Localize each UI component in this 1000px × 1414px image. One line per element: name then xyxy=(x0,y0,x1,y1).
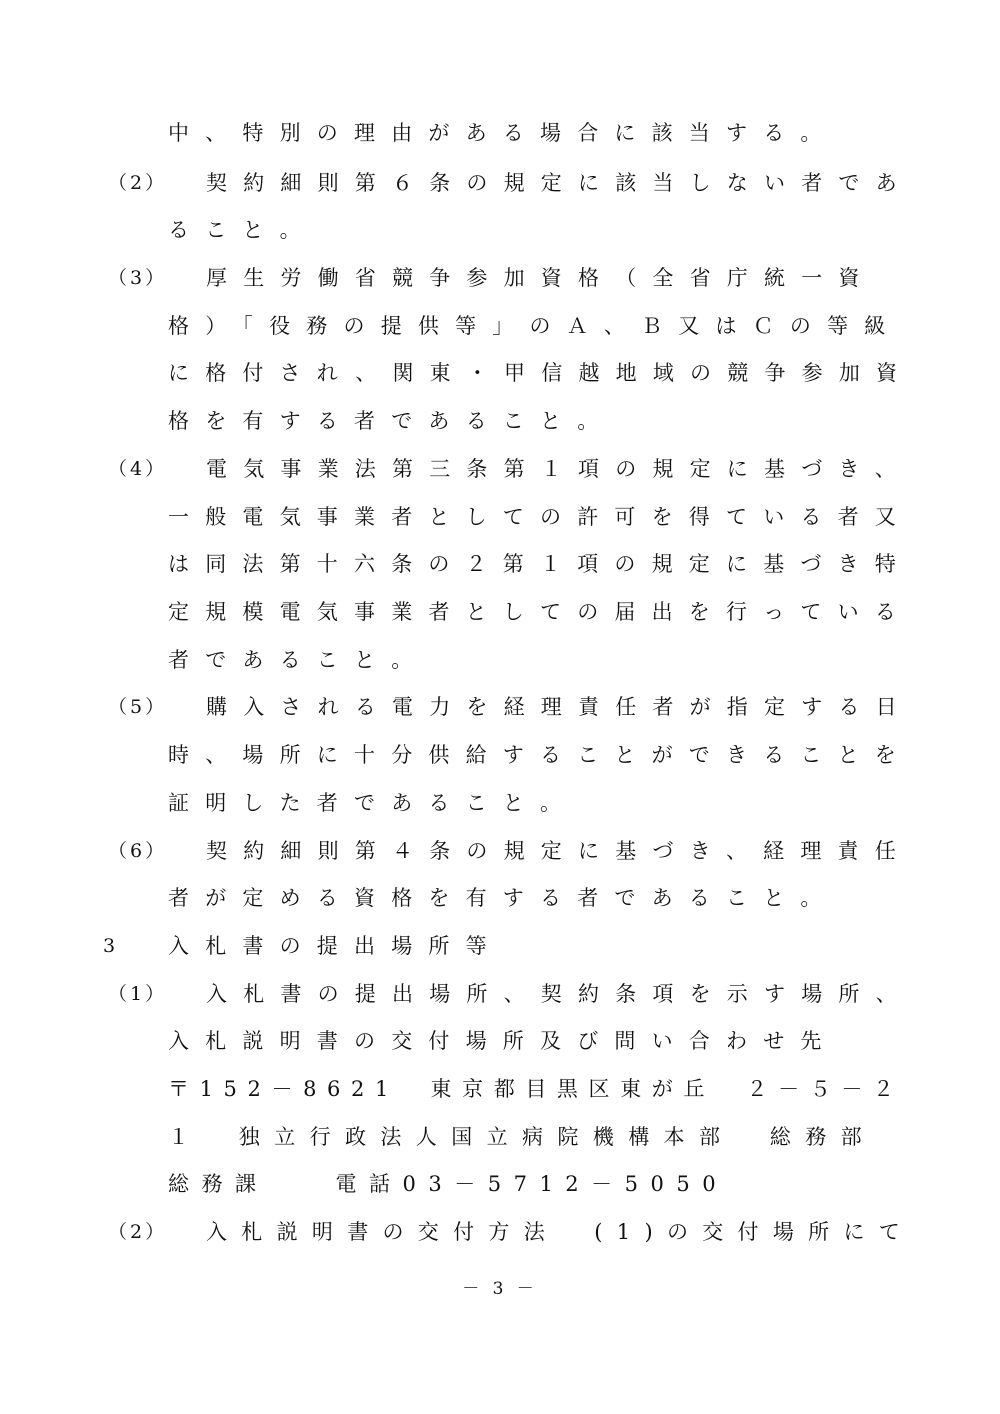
item-number: （4） xyxy=(108,458,168,480)
text-line: に格付され、関東・甲信越地域の競争参加資 xyxy=(168,361,914,385)
text-line: は同法第十六条の２第１項の規定に基づき特 xyxy=(168,552,912,576)
page-number: － 3 － xyxy=(462,1279,538,1299)
item-number: （5） xyxy=(108,696,168,718)
text-line: 入札書の提出場所、契約条項を示す場所、 xyxy=(206,982,913,1006)
item-number: （3） xyxy=(108,267,168,289)
text-line: 者が定める資格を有する者であること。 xyxy=(168,886,838,910)
text-line: 一般電気事業者としての許可を得ている者又 xyxy=(168,505,912,529)
item-number: （2） xyxy=(108,172,168,194)
text-line: 格を有する者であること。 xyxy=(168,409,615,433)
text-line: 契約細則第６条の規定に該当しない者であ xyxy=(206,171,913,195)
text-line: 中、特別の理由がある場合に該当する。 xyxy=(168,121,838,145)
item-number: （6） xyxy=(108,840,168,862)
address-line: 〒152－8621 東京都目黒区東が丘 ２－５－２ xyxy=(168,1077,905,1101)
text-line: 契約細則第４条の規定に基づき、経理責任 xyxy=(206,839,912,863)
text-line: 入札説明書の交付場所及び問い合わせ先 xyxy=(168,1029,838,1053)
item-number: （1） xyxy=(108,983,168,1005)
text-line: 証明した者であること。 xyxy=(168,791,578,815)
text-line: 電気事業法第三条第１項の規定に基づき、 xyxy=(206,457,912,481)
section-heading: 入札書の提出場所等 xyxy=(168,934,503,958)
address-line: １ 独立行政法人国立病院機構本部 総務部 xyxy=(168,1125,876,1149)
contact-line: 総務課 電話03－5712－5050 xyxy=(168,1172,729,1196)
text-line: 時、場所に十分供給することができることを xyxy=(168,743,912,767)
text-line: 格）「役務の提供等」のＡ、Ｂ又はＣの等級 xyxy=(168,314,902,338)
item-number: （2） xyxy=(108,1221,168,1243)
section-number: 3 xyxy=(103,935,119,957)
text-line: 入札説明書の交付方法 (1)の交付場所にて xyxy=(206,1220,915,1244)
text-line: 厚生労働省競争参加資格（全省庁統一資 xyxy=(206,266,876,290)
text-line: ること。 xyxy=(168,218,317,242)
text-line: 定規模電気事業者としての届出を行っている xyxy=(168,600,912,624)
text-line: 購入される電力を経理責任者が指定する日 xyxy=(206,695,913,719)
text-line: 者であること。 xyxy=(168,648,429,672)
